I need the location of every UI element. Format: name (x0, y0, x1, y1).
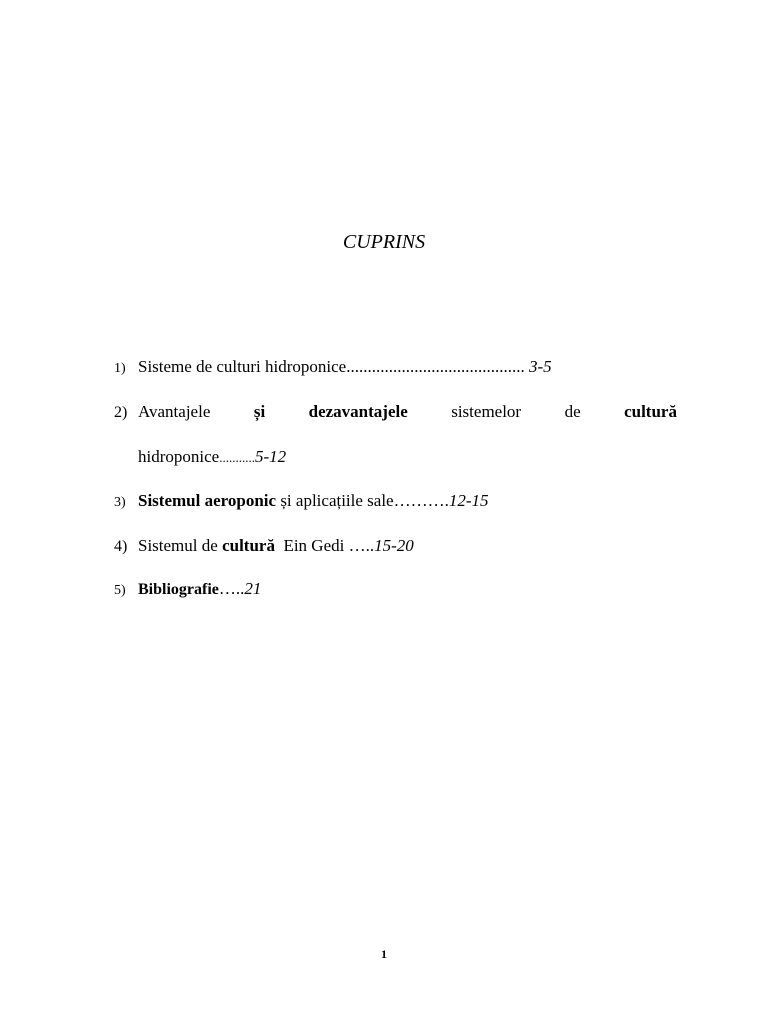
toc-item-word: Avantajele (138, 402, 211, 421)
toc-item-bold-text: Bibliografie (138, 581, 219, 598)
toc-item-2 (114, 400, 677, 425)
toc-item-5 (114, 577, 677, 603)
toc-item-dots: .......................................... (346, 357, 525, 376)
toc-item-word: sistemelor (451, 402, 522, 421)
toc-item-number: 5) (114, 583, 126, 598)
toc-item-2-continuation (138, 445, 286, 470)
toc-item-pages: 5-12 (254, 447, 287, 466)
toc-item-word: cultură (624, 402, 677, 421)
toc-item-bold-text: cultură (222, 536, 275, 555)
toc-item-pages: 21 (244, 579, 262, 598)
toc-item-number: 2) (114, 404, 128, 421)
page-number: 1 (381, 947, 387, 961)
toc-item-text: și aplicațiile sale (276, 491, 394, 510)
page-title: CUPRINS (342, 231, 426, 253)
toc-item-pages: 12-15 (448, 491, 489, 510)
toc-item-bold-text: Sistemul aeroponic (138, 491, 277, 510)
toc-item-dots: ………. (393, 491, 449, 510)
toc-item-number: 4) (114, 538, 128, 555)
toc-item-dots: ….. (218, 579, 245, 598)
toc-item-text: hidroponice (138, 447, 220, 466)
toc-item-number: 1) (114, 361, 126, 376)
toc-item-word: de (564, 402, 581, 421)
toc-item-number: 3) (114, 495, 126, 510)
toc-item-4 (114, 534, 677, 559)
toc-item-dots: ........... (219, 450, 255, 465)
toc-item-1 (114, 355, 677, 381)
toc-item-pages: 15-20 (374, 536, 414, 555)
toc-item-text: Sisteme de culturi hidroponice (138, 357, 347, 376)
toc-item-word: dezavantajele (308, 402, 408, 421)
toc-item-3 (114, 489, 677, 515)
toc-item-dots: ….. (348, 536, 375, 555)
toc-item-pages: 3-5 (524, 357, 552, 376)
toc-item-text: Sistemul de (138, 536, 223, 555)
toc-item-text: Ein Gedi (274, 536, 349, 555)
toc-item-word: și (253, 402, 266, 421)
